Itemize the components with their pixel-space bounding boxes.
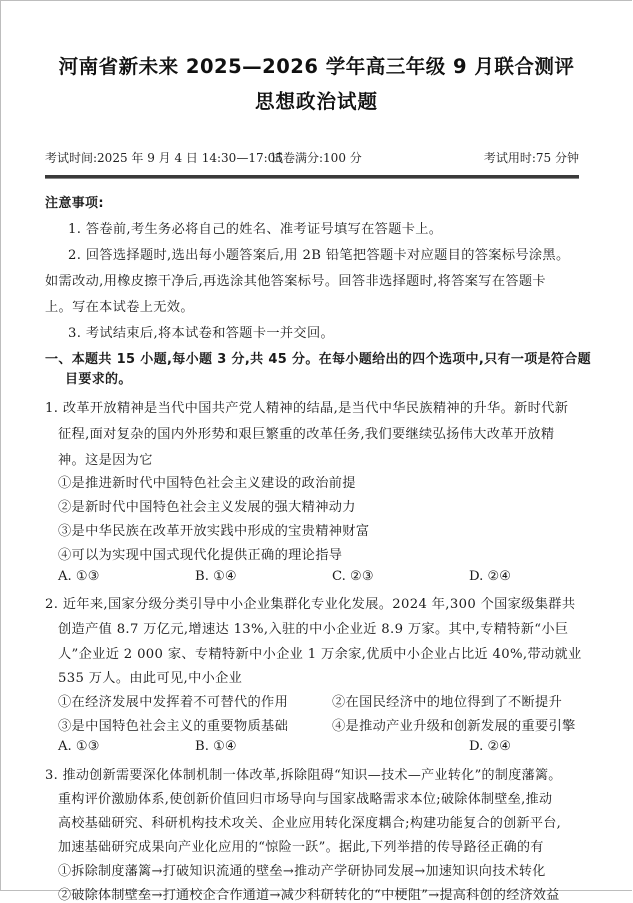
question-3-statement: ①拆除制度藩篱→打破知识流通的壁垒→推动产学研协同发展→加速知识向技术转化: [58, 864, 546, 879]
full-score: 试卷满分:100 分: [271, 151, 362, 165]
exam-meta: [45, 149, 579, 167]
question-1-stem: 1. 改革开放精神是当代中国共产党人精神的结晶,是当代中华民族精神的升华。新时代新: [45, 401, 569, 416]
notice-heading: 注意事项:: [45, 196, 104, 211]
question-2-choice-a: A. ①③: [58, 739, 100, 754]
header-divider: [45, 175, 579, 179]
question-1-choice-c: C. ②③: [332, 569, 374, 584]
question-1-statement: ④可以为实现中国式现代化提供正确的理论指导: [58, 548, 343, 563]
question-1-stem: 神。这是因为它: [58, 453, 153, 468]
question-1-stem: 征程,面对复杂的国内外形势和艰巨繁重的改革任务,我们要继续弘扬伟大改革开放精: [58, 427, 555, 442]
question-2-stem: 2. 近年来,国家分级分类引导中小企业集群化专业化发展。2024 年,300 个国家级集群共: [45, 597, 576, 612]
notice-line: 如需改动,用橡皮擦干净后,再选涂其他答案标号。回答非选择题时,将答案写在答题卡: [45, 274, 546, 289]
question-3-stem: 加速基础研究成果向产业化应用的“惊险一跃”。据此,下列举措的传导路径正确的有: [58, 840, 544, 855]
exam-time: 考试时间:2025 年 9 月 4 日 14:30—17:05: [45, 151, 283, 165]
question-1-choice-d: D. ②④: [469, 569, 512, 584]
question-3-statement: ②破除体制壁垒→打通校企合作通道→减少科研转化的“中梗阻”→提高科创的经济效益: [58, 888, 560, 903]
exam-title: 河南省新未来 2025—2026 学年高三年级 9 月联合测评: [58, 55, 575, 78]
question-2-statement: ③是中国特色社会主义的重要物质基础: [58, 719, 289, 734]
question-1-choice-b: B. ①④: [195, 569, 237, 584]
question-1-statement: ③是中华民族在改革开放实践中形成的宝贵精神财富: [58, 524, 370, 539]
question-1-choice-a: A. ①③: [58, 569, 100, 584]
question-3-stem: 3. 推动创新需要深化体制机制一体改革,拆除阻碍“知识—技术—产业转化”的制度藩篱。: [45, 768, 562, 783]
question-3-stem: 重构评价激励体系,使创新价值回归市场导向与国家战略需求本位;破除体制壁垒,推动: [58, 792, 553, 807]
section-heading: 一、本题共 15 小题,每小题 3 分,共 45 分。在每小题给出的四个选项中,只有一项是符合题: [45, 352, 591, 367]
question-2-choice-b: B. ①④: [195, 739, 237, 754]
question-1-statement: ②是新时代中国特色社会主义发展的强大精神动力: [58, 500, 356, 515]
question-2-stem: 创造产值 8.7 万亿元,增速达 13%,入驻的中小企业近 8.9 万家。其中,专精特新“小巨: [58, 622, 569, 637]
question-2-statement: ②在国民经济中的地位得到了不断提升: [332, 695, 563, 710]
exam-duration: 考试用时:75 分钟: [483, 151, 579, 165]
section-heading: 目要求的。: [65, 372, 132, 387]
notice-line: 上。写在本试卷上无效。: [45, 300, 194, 315]
question-2-stem: 535 万人。由此可见,中小企业: [58, 671, 243, 686]
question-1-statement: ①是推进新时代中国特色社会主义建设的政治前提: [58, 476, 356, 491]
question-3-stem: 高校基础研究、科研机构技术攻关、企业应用转化深度耦合;构建功能复合的创新平台,: [58, 816, 562, 831]
notice-line: 3. 考试结束后,将本试卷和答题卡一并交回。: [68, 326, 335, 341]
notice-line: 1. 答卷前,考生务必将自己的姓名、准考证号填写在答题卡上。: [68, 222, 443, 237]
question-2-statement: ①在经济发展中发挥着不可替代的作用: [58, 695, 289, 710]
question-2-stem: 人”企业近 2 000 家、专精特新中小企业 1 万余家,优质中小企业占比近 40%,带动就业: [58, 647, 582, 662]
question-2-statement: ④是推动产业升级和创新发展的重要引擎: [332, 719, 576, 734]
question-2-choice-d: D. ②④: [469, 739, 512, 754]
exam-subject: 思想政治试题: [254, 90, 378, 113]
notice-line: 2. 回答选择题时,选出每小题答案后,用 2B 铅笔把答题卡对应题目的答案标号涂黑。: [68, 248, 570, 263]
